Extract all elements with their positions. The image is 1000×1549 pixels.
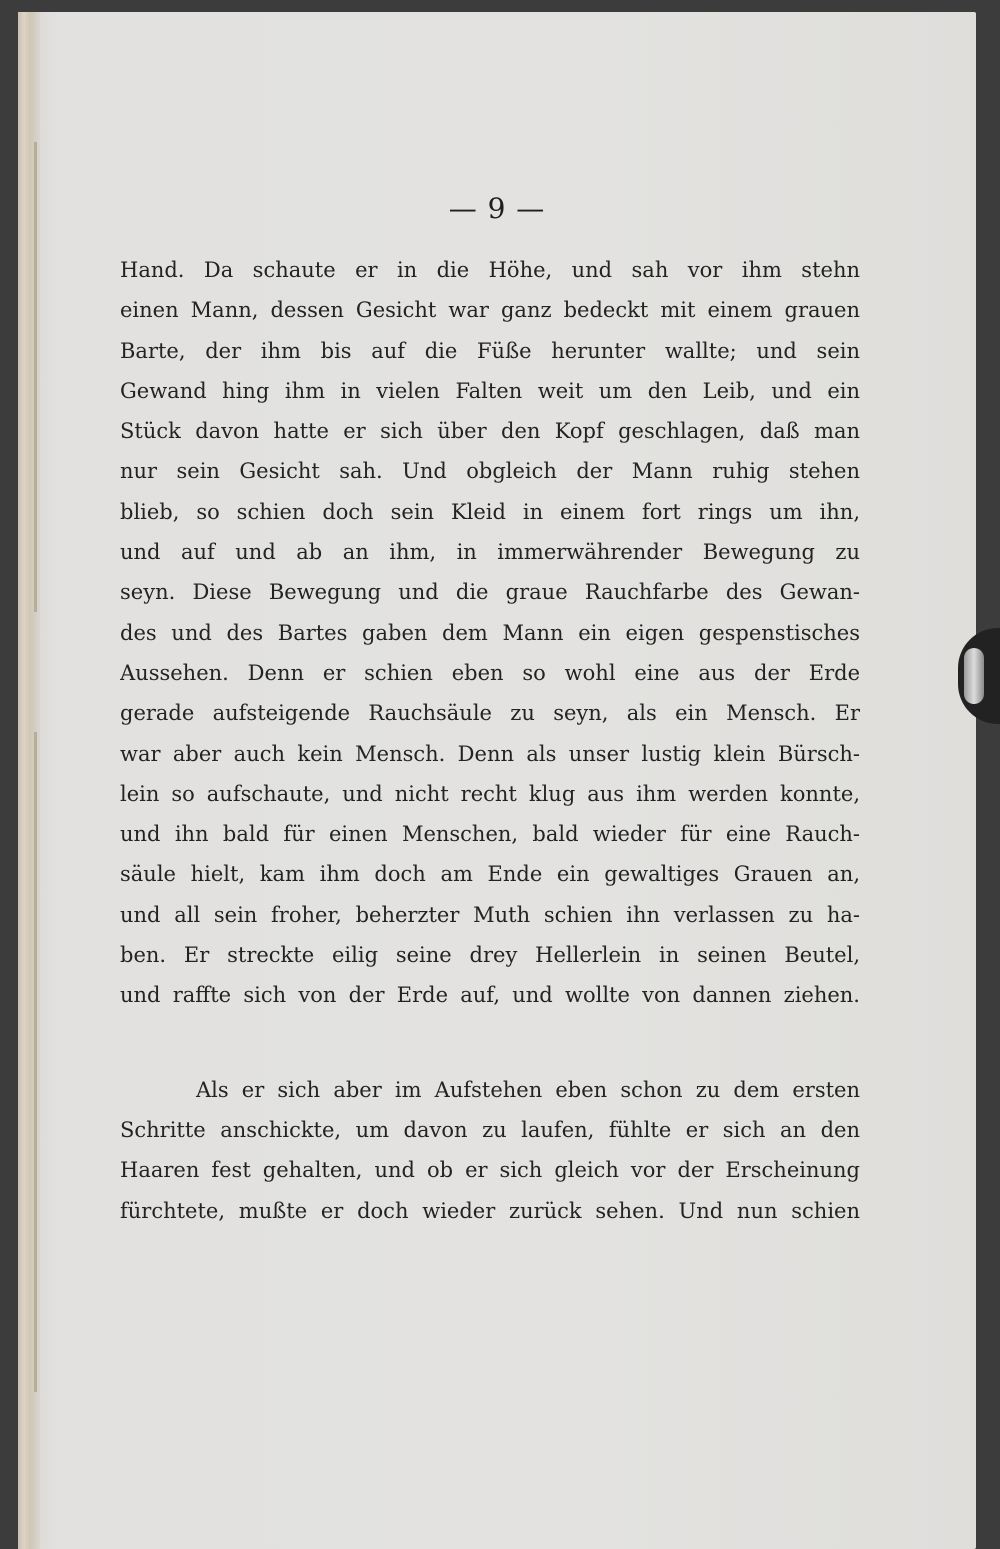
book-page xyxy=(18,12,976,1549)
text-line: Aussehen. Denn er schien eben so wohl eine aus der Erde xyxy=(120,660,860,685)
text-line: ben. Er streckte eilig seine drey Hellerlein in seinen Beutel, xyxy=(120,943,860,968)
text-line: und all sein froher, beherzter Muth schien ihn verlassen zu ha- xyxy=(120,902,860,927)
text-line: lein so aufschaute, und nicht recht klug aus ihm werden konnte, xyxy=(120,781,860,806)
binding-thread xyxy=(34,732,37,1092)
text-line: Stück davon hatte er sich über den Kopf geschlagen, daß man xyxy=(120,419,860,444)
text-line: einen Mann, dessen Gesicht war ganz bedeckt mit einem grauen xyxy=(120,298,860,323)
text-line: blieb, so schien doch sein Kleid in einem fort rings um ihn, xyxy=(120,499,860,524)
text-line: Schritte anschickte, um davon zu laufen, fühlte er sich an den xyxy=(120,1117,860,1142)
text-line: Gewand hing ihm in vielen Falten weit um den Leib, und ein xyxy=(120,378,860,403)
page-text xyxy=(120,250,860,1231)
paragraph-gap xyxy=(120,1016,860,1070)
text-line: und ihn bald für einen Menschen, bald wieder für eine Rauch- xyxy=(120,822,860,847)
paragraph-2 xyxy=(120,1070,860,1231)
text-line: Haaren fest gehalten, und ob er sich gleich vor der Erscheinung xyxy=(120,1158,860,1183)
paragraph-1 xyxy=(120,250,860,1016)
text-line: und auf und ab an ihm, in immerwährender Bewegung zu xyxy=(120,540,860,565)
text-line: war aber auch kein Mensch. Denn als unser lustig klein Bürsch- xyxy=(120,741,860,766)
text-line: und raffte sich von der Erde auf, und wollte von dannen ziehen. xyxy=(120,983,860,1008)
text-line: gerade aufsteigende Rauchsäule zu seyn, als ein Mensch. Er xyxy=(120,701,860,726)
text-line: Hand. Da schaute er in die Höhe, und sah vor ihm stehn xyxy=(120,258,860,282)
text-line: nur sein Gesicht sah. Und obgleich der Mann ruhig stehen xyxy=(120,459,860,484)
page-number: — 9 — xyxy=(448,192,546,225)
text-line: seyn. Diese Bewegung und die graue Rauchfarbe des Gewan- xyxy=(120,580,860,605)
binding-thread xyxy=(34,1092,37,1392)
text-line: säule hielt, kam ihm doch am Ende ein gewaltiges Grauen an, xyxy=(120,862,860,887)
text-line: fürchtete, mußte er doch wieder zurück sehen. Und nun schien xyxy=(120,1198,860,1223)
text-line: Als er sich aber im Aufstehen eben schon zu dem ersten xyxy=(196,1077,860,1102)
text-line: des und des Bartes gaben dem Mann ein eigen gespenstisches xyxy=(120,620,860,645)
text-line: Barte, der ihm bis auf die Füße herunter wallte; und sein xyxy=(120,338,860,363)
